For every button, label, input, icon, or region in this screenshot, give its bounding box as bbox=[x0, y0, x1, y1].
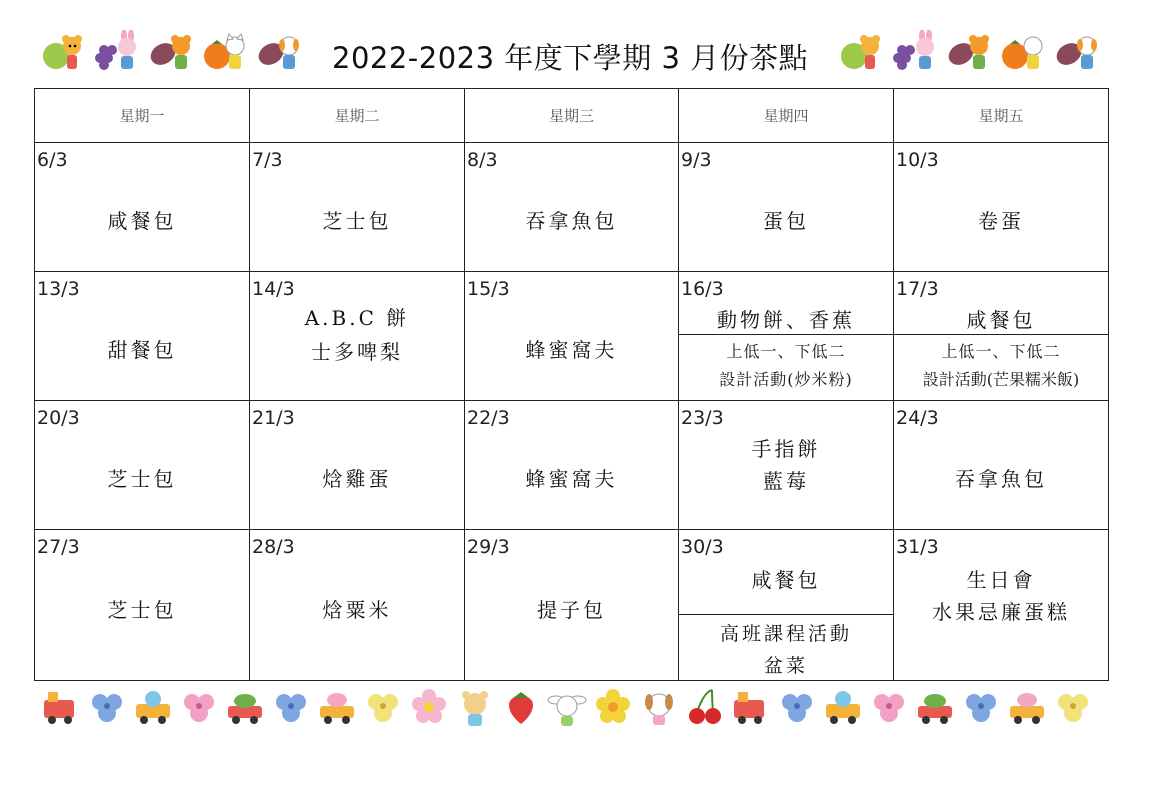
snack-item: 提子包 bbox=[537, 598, 606, 622]
snack-item: 咸餐包 bbox=[966, 308, 1036, 332]
persimmon-cat-icon bbox=[202, 30, 250, 74]
hydrangea-icon bbox=[776, 686, 818, 728]
hydrangea-icon bbox=[960, 686, 1002, 728]
activity-line: 設計活動(芒果糯米飯) bbox=[922, 370, 1080, 389]
puppy-icon bbox=[638, 686, 680, 728]
frog-car-icon bbox=[224, 686, 266, 728]
day-cell bbox=[679, 530, 894, 681]
train-engine-icon bbox=[730, 686, 772, 728]
snack-item: 士多啤梨 bbox=[311, 340, 403, 364]
snack-item: 蜂蜜窩夫 bbox=[525, 338, 618, 362]
day-cell bbox=[250, 143, 465, 272]
apple-bear-icon bbox=[40, 30, 88, 74]
day-date: 16/3 bbox=[681, 278, 724, 300]
day-date: 8/3 bbox=[467, 149, 498, 171]
activity-line: 上低一、下低二 bbox=[726, 342, 846, 361]
header-decoration-left bbox=[40, 30, 304, 74]
day-cell bbox=[679, 401, 894, 530]
snack-item: 芝士包 bbox=[322, 209, 392, 233]
frog-car-icon bbox=[914, 686, 956, 728]
weekday-header: 星期三 bbox=[465, 89, 679, 143]
snack-item: 卷蛋 bbox=[978, 209, 1024, 233]
snack-item: 手指餅 bbox=[751, 437, 821, 461]
sweet-potato-puppy-icon bbox=[1054, 30, 1102, 74]
bear-icon bbox=[454, 686, 496, 728]
day-cell bbox=[250, 272, 465, 401]
sweet-potato-bear-icon bbox=[946, 30, 994, 74]
grape-rabbit-icon bbox=[94, 30, 142, 74]
activity-line: 上低一、下低二 bbox=[941, 342, 1061, 361]
day-date: 14/3 bbox=[252, 278, 295, 300]
snack-section bbox=[894, 272, 1108, 335]
day-cell bbox=[679, 143, 894, 272]
hydrangea-icon bbox=[270, 686, 312, 728]
day-cell bbox=[250, 401, 465, 530]
train-engine-icon bbox=[40, 686, 82, 728]
day-date: 23/3 bbox=[681, 407, 724, 429]
train-car-icon bbox=[822, 686, 864, 728]
day-cell bbox=[894, 401, 1109, 530]
weekday-header: 星期四 bbox=[679, 89, 894, 143]
snack-item: 生日會 bbox=[966, 568, 1036, 592]
snack-item: 焓粟米 bbox=[322, 598, 392, 622]
day-cell bbox=[679, 272, 894, 401]
weekday-header: 星期二 bbox=[250, 89, 465, 143]
pig-car-icon bbox=[316, 686, 358, 728]
hydrangea-pink-icon bbox=[178, 686, 220, 728]
activity-section bbox=[894, 335, 1108, 400]
snack-item: 甜餐包 bbox=[107, 338, 177, 362]
activity-section bbox=[679, 335, 893, 400]
apple-bear-icon bbox=[838, 30, 886, 74]
week-row bbox=[35, 143, 1109, 272]
day-cell bbox=[894, 530, 1109, 681]
train-car-icon bbox=[132, 686, 174, 728]
weekday-header: 星期一 bbox=[35, 89, 250, 143]
snack-item: 藍莓 bbox=[763, 469, 809, 493]
day-date: 28/3 bbox=[252, 536, 295, 558]
hydrangea-yellow-icon bbox=[362, 686, 404, 728]
weekday-header: 星期五 bbox=[894, 89, 1109, 143]
snack-item: 吞拿魚包 bbox=[525, 209, 618, 233]
header-decoration-right bbox=[838, 30, 1102, 74]
hydrangea-icon bbox=[86, 686, 128, 728]
snack-schedule-table bbox=[34, 88, 1109, 681]
persimmon-cat-icon bbox=[1000, 30, 1048, 74]
day-date: 13/3 bbox=[37, 278, 80, 300]
day-cell bbox=[894, 143, 1109, 272]
snack-item: 芝士包 bbox=[107, 598, 177, 622]
strawberry-icon bbox=[500, 686, 542, 728]
day-date: 22/3 bbox=[467, 407, 510, 429]
day-date: 21/3 bbox=[252, 407, 295, 429]
activity-section bbox=[679, 615, 893, 680]
snack-item: 咸餐包 bbox=[751, 568, 821, 592]
week-row bbox=[35, 272, 1109, 401]
day-cell bbox=[465, 530, 679, 681]
day-date: 31/3 bbox=[896, 536, 939, 558]
cherry-icon bbox=[684, 686, 726, 728]
snack-item: 芝士包 bbox=[107, 467, 177, 491]
day-date: 17/3 bbox=[896, 278, 939, 300]
day-date: 29/3 bbox=[467, 536, 510, 558]
day-cell bbox=[250, 530, 465, 681]
day-date: 20/3 bbox=[37, 407, 80, 429]
day-date: 9/3 bbox=[681, 149, 712, 171]
grape-rabbit-icon bbox=[892, 30, 940, 74]
week-row bbox=[35, 401, 1109, 530]
sweet-potato-puppy-icon bbox=[256, 30, 304, 74]
bunny-icon bbox=[546, 686, 588, 728]
day-cell bbox=[35, 272, 250, 401]
snack-section bbox=[679, 530, 893, 615]
snack-item: 吞拿魚包 bbox=[955, 467, 1047, 491]
day-cell bbox=[465, 143, 679, 272]
day-cell bbox=[465, 401, 679, 530]
snack-item: 水果忌廉蛋糕 bbox=[932, 600, 1070, 624]
snack-item: 咸餐包 bbox=[107, 209, 177, 233]
flower-icon bbox=[592, 686, 634, 728]
snack-item: 動物餅、香蕉 bbox=[717, 308, 855, 332]
week-row bbox=[35, 530, 1109, 681]
footer-decoration bbox=[40, 686, 1094, 728]
hydrangea-yellow-icon bbox=[1052, 686, 1094, 728]
day-date: 27/3 bbox=[37, 536, 80, 558]
page-title: 2022-2023 年度下學期 3 月份茶點 bbox=[332, 41, 809, 75]
day-cell bbox=[35, 401, 250, 530]
hydrangea-pink-icon bbox=[868, 686, 910, 728]
snack-item: A.B.C 餅 bbox=[304, 306, 410, 330]
page-header bbox=[0, 0, 1152, 88]
day-date: 24/3 bbox=[896, 407, 939, 429]
day-date: 6/3 bbox=[37, 149, 68, 171]
day-cell bbox=[465, 272, 679, 401]
day-cell bbox=[35, 530, 250, 681]
day-date: 15/3 bbox=[467, 278, 510, 300]
weekday-header-row bbox=[35, 89, 1109, 143]
snack-item: 蛋包 bbox=[763, 209, 809, 233]
day-cell bbox=[35, 143, 250, 272]
flower-icon bbox=[408, 686, 450, 728]
day-cell bbox=[894, 272, 1109, 401]
day-date: 7/3 bbox=[252, 149, 283, 171]
sweet-potato-bear-icon bbox=[148, 30, 196, 74]
snack-item: 蜂蜜窩夫 bbox=[525, 467, 618, 491]
activity-line: 盆菜 bbox=[763, 655, 808, 677]
activity-line: 設計活動(炒米粉) bbox=[719, 370, 853, 389]
activity-line: 高班課程活動 bbox=[719, 623, 852, 645]
pig-car-icon bbox=[1006, 686, 1048, 728]
snack-item: 焓雞蛋 bbox=[322, 467, 392, 491]
snack-section bbox=[679, 272, 893, 335]
day-date: 10/3 bbox=[896, 149, 939, 171]
day-date: 30/3 bbox=[681, 536, 724, 558]
